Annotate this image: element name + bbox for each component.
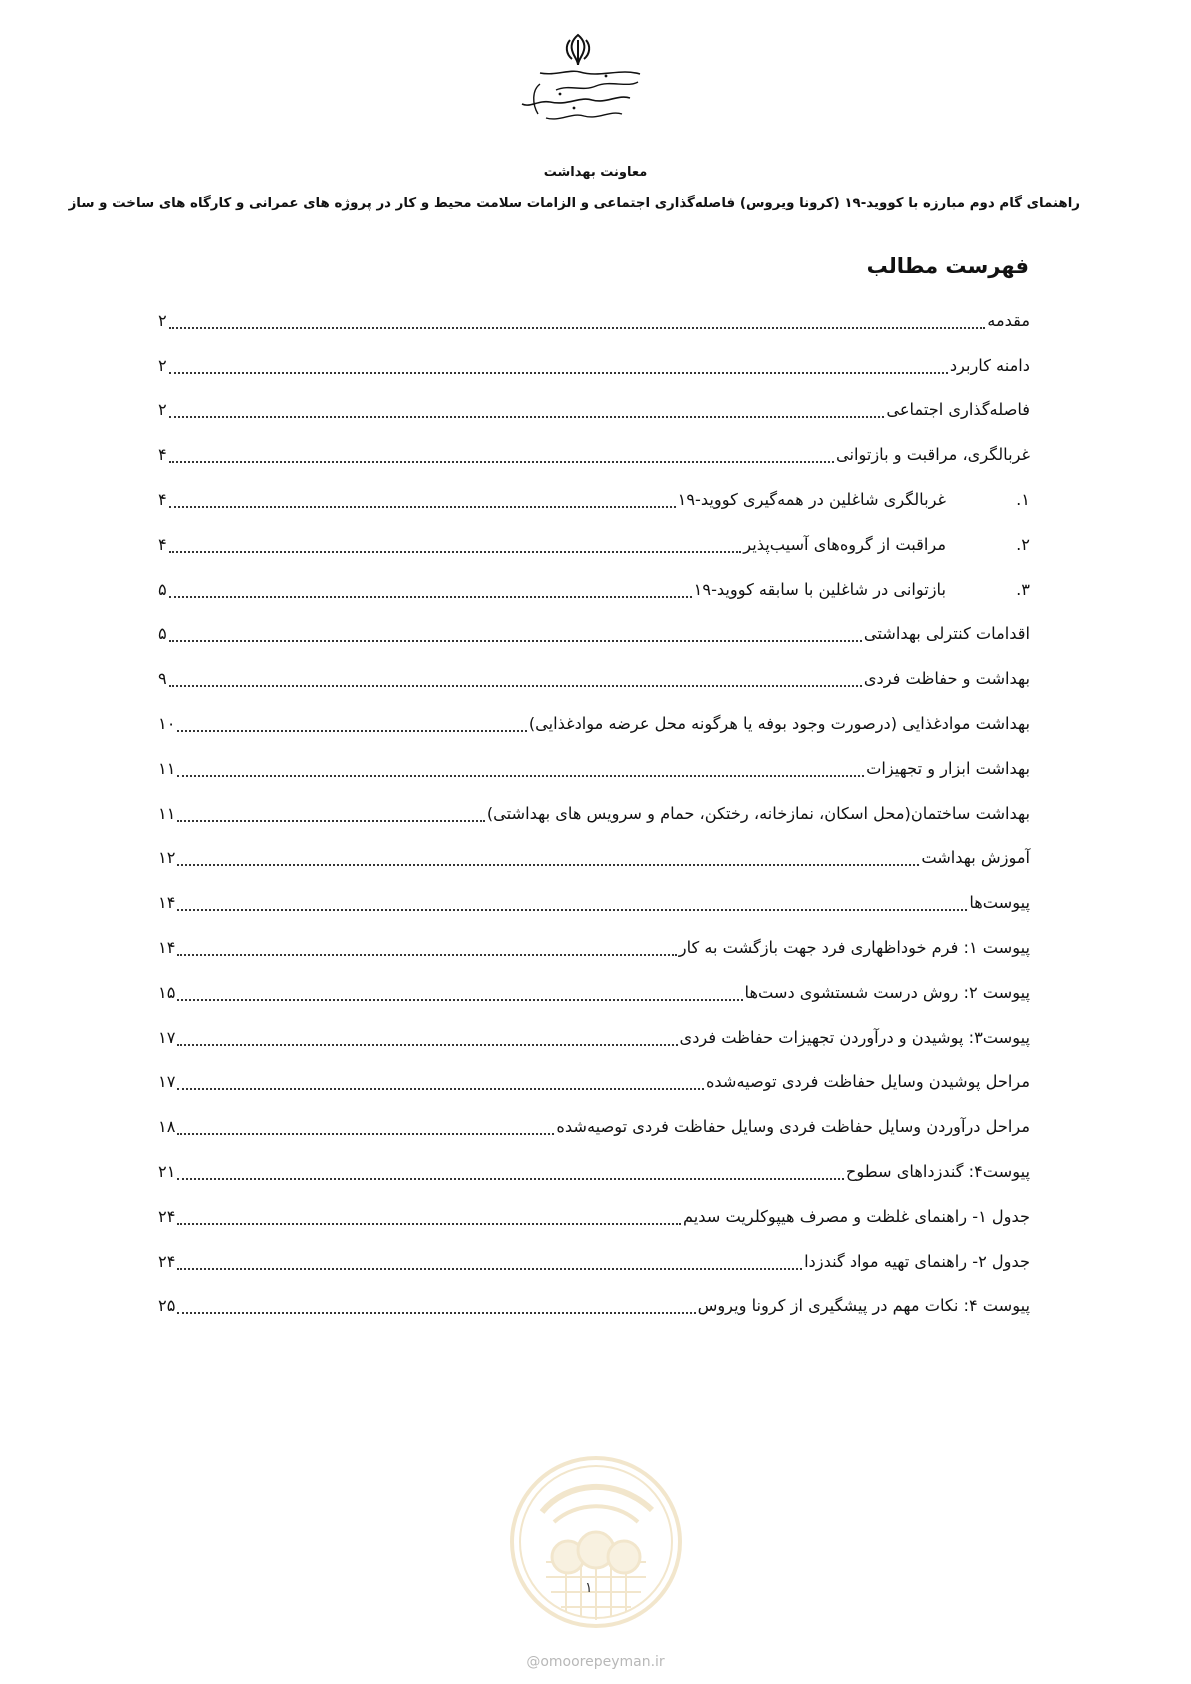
toc-dot-leader [177, 863, 919, 866]
toc-entry-label: بهداشت موادغذایی (درصورت وجود بوفه یا هرگونه محل عرضه موادغذایی) [528, 714, 1030, 734]
toc-entry-label: جدول ۱- راهنمای غلظت و مصرف هیپوکلریت سدیم [683, 1206, 1030, 1226]
toc-entry-label: مراحل درآوردن وسایل حفاظت فردی وسایل حفاظت فردی توصیه‌شده [556, 1117, 1030, 1137]
toc-entry-page: ۱۱ [158, 758, 176, 778]
toc-entry[interactable] [158, 1104, 1030, 1149]
toc-entry-number: ۱. [1016, 490, 1030, 510]
toc-entry[interactable] [158, 701, 1030, 746]
toc-entry[interactable] [158, 477, 1030, 522]
toc-entry[interactable] [158, 522, 1030, 567]
toc-heading: فهرست مطالب [866, 254, 1029, 278]
toc-entry[interactable] [158, 1284, 1030, 1329]
toc-entry-label: بهداشت ابزار و تجهیزات [866, 758, 1030, 778]
toc-entry[interactable] [158, 298, 1030, 343]
deputy-title: معاونت بهداشت [543, 165, 648, 180]
document-title: راهنمای گام دوم مبارزه با کووید-۱۹ (کرونا ویروس) فاصله‌گذاری اجتماعی و الزامات سلامت محیط و کار در پروژه های عمرانی و کارگاه های ساخت و ساز [68, 196, 1080, 211]
page-number: ۱ [585, 1580, 593, 1596]
toc-entry-page: ۲ [158, 400, 167, 420]
toc-entry-label: جدول ۲- راهنمای تهیه مواد گندزدا [804, 1251, 1030, 1271]
toc-dot-leader [169, 684, 862, 687]
toc-entry-page: ۱۰ [158, 714, 176, 734]
toc-dot-leader [169, 415, 885, 418]
toc-entry-label: پیوست‌ها [969, 893, 1030, 913]
toc-entry[interactable] [158, 746, 1030, 791]
toc-dot-leader [177, 998, 742, 1001]
toc-entry-label: غربالگری، مراقبت و بازتوانی [835, 445, 1030, 465]
toc-dot-leader [177, 1311, 695, 1314]
toc-dot-leader [177, 1177, 844, 1180]
toc-entry-page: ۴ [158, 534, 167, 554]
toc-entry-label: دامنه کاربرد [949, 355, 1030, 375]
toc-dot-leader [177, 1043, 677, 1046]
toc-entry-label: مراقبت از گروه‌های آسیب‌پذیر [743, 534, 946, 554]
toc-entry[interactable] [158, 1239, 1030, 1284]
omoorepeyman-watermark-logo [506, 1452, 686, 1632]
toc-entry-number: ۳. [1016, 579, 1030, 599]
toc-dot-leader [177, 729, 526, 732]
toc-entry[interactable] [158, 388, 1030, 433]
toc-entry-page: ۱۴ [158, 893, 176, 913]
toc-entry[interactable] [158, 1015, 1030, 1060]
toc-entry-page: ۱۷ [158, 1072, 176, 1092]
toc-entry-label: اقدامات کنترلی بهداشتی [863, 624, 1030, 644]
toc-entry-page: ۲۵ [158, 1296, 176, 1316]
toc-dot-leader [169, 550, 742, 553]
toc-entry-label: پیوست۳: پوشیدن و درآوردن تجهیزات حفاظت فردی [679, 1027, 1030, 1047]
toc-entry[interactable] [158, 432, 1030, 477]
toc-dot-leader [169, 460, 834, 463]
toc-dot-leader [169, 505, 676, 508]
toc-dot-leader [177, 1222, 681, 1225]
toc-dot-leader [169, 326, 986, 329]
iran-emblem-icon [560, 32, 596, 68]
toc-entry-page: ۱۸ [158, 1117, 176, 1137]
toc-entry-page: ۴ [158, 490, 167, 510]
toc-entry-page: ۲ [158, 355, 167, 375]
toc-entry-page: ۲۱ [158, 1162, 176, 1182]
toc-entry-page: ۵ [158, 624, 167, 644]
toc-entry-page: ۲۴ [158, 1251, 176, 1271]
toc-entry-page: ۱۲ [158, 848, 176, 868]
toc-entry-label: پیوست ۱: فرم خوداظهاری فرد جهت بازگشت به کار [678, 938, 1030, 958]
toc-entry-number: ۲. [1016, 534, 1030, 554]
toc-entry-page: ۱۴ [158, 938, 176, 958]
toc-entry-label: بهداشت ساختمان(محل اسکان، نمازخانه، رختکن، حمام و سرویس های بهداشتی) [486, 803, 1030, 823]
toc-entry-label: غربالگری شاغلین در همه‌گیری کووید-۱۹ [677, 490, 946, 510]
toc-entry-page: ۱۷ [158, 1027, 176, 1047]
toc-dot-leader [177, 1132, 554, 1135]
toc-entry[interactable] [158, 925, 1030, 970]
toc-entry-page: ۱۵ [158, 982, 176, 1002]
toc-entry-page: ۲ [158, 310, 167, 330]
toc-entry-label: پیوست ۴: نکات مهم در پیشگیری از کرونا ویروس [697, 1296, 1030, 1316]
toc-dot-leader [177, 774, 864, 777]
toc-entry[interactable] [158, 970, 1030, 1015]
toc-entry-label: فاصله‌گذاری اجتماعی [886, 400, 1030, 420]
toc-entry[interactable] [158, 1060, 1030, 1105]
toc-dot-leader [169, 639, 862, 642]
toc-entry-page: ۱۱ [158, 803, 176, 823]
toc-entry-page: ۹ [158, 669, 167, 689]
toc-entry-label: مراحل پوشیدن وسایل حفاظت فردی توصیه‌شده [705, 1072, 1030, 1092]
toc-entry[interactable] [158, 567, 1030, 612]
toc-entry[interactable] [158, 343, 1030, 388]
toc-entry-label: مقدمه [987, 310, 1030, 330]
toc-entry-label: آموزش بهداشت [921, 848, 1030, 868]
toc-entry-label: پیوست۴: گندزداهای سطوح [845, 1162, 1030, 1182]
footer-url: @omoorepeyman.ir [526, 1654, 665, 1670]
toc-dot-leader [177, 1267, 802, 1270]
toc-dot-leader [177, 819, 484, 822]
toc-entry-label: بازتوانی در شاغلین با سابقه کووید-۱۹ [693, 579, 946, 599]
toc-entry-page: ۴ [158, 445, 167, 465]
toc-entry[interactable] [158, 791, 1030, 836]
table-of-contents [158, 298, 1030, 1328]
toc-entry-label: پیوست ۲: روش درست شستشوی دست‌ها [744, 982, 1030, 1002]
toc-entry-page: ۵ [158, 579, 167, 599]
toc-entry[interactable] [158, 836, 1030, 881]
toc-entry[interactable] [158, 1149, 1030, 1194]
toc-dot-leader [177, 953, 676, 956]
toc-entry[interactable] [158, 880, 1030, 925]
toc-dot-leader [177, 908, 967, 911]
toc-dot-leader [169, 371, 948, 374]
toc-entry-page: ۲۴ [158, 1206, 176, 1226]
toc-entry[interactable] [158, 656, 1030, 701]
toc-dot-leader [177, 1087, 704, 1090]
ministry-calligraphy-logo [510, 64, 650, 134]
toc-entry[interactable] [158, 612, 1030, 657]
toc-dot-leader [169, 595, 692, 598]
toc-entry-label: بهداشت و حفاظت فردی [863, 669, 1030, 689]
toc-entry[interactable] [158, 1194, 1030, 1239]
